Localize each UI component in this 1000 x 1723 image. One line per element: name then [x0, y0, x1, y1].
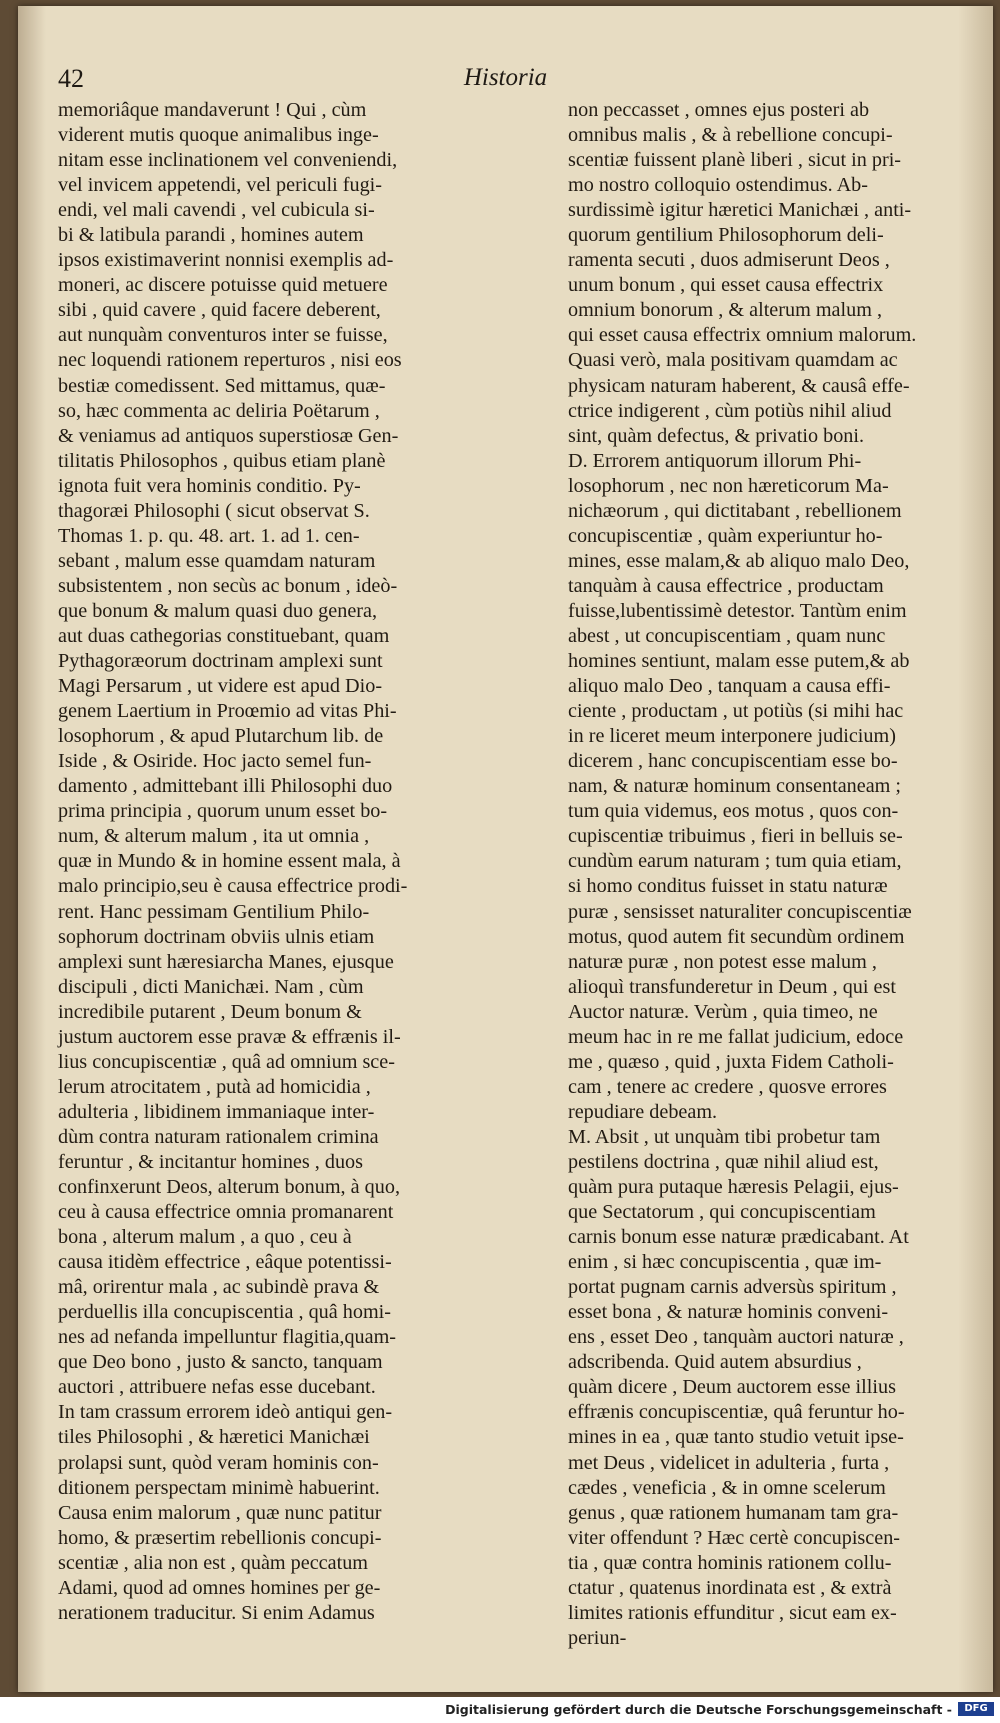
- text-line: motus, quod autem fit secundùm ordinem: [568, 925, 905, 948]
- text-line: tanquàm à causa effectrice , productam: [568, 574, 884, 597]
- text-line: amplexi sunt hæresiarcha Manes, ejusque: [58, 950, 394, 973]
- text-line: nam, & naturæ hominum consentaneam ;: [568, 775, 902, 798]
- text-line: met Deus , videlicet in adulteria , furta ,: [568, 1451, 890, 1474]
- text-line: tilitatis Philosophos , quibus etiam planè: [58, 449, 386, 472]
- page-number: 42: [58, 64, 84, 93]
- text-line: thagoræi Philosophi ( sicut observat S.: [58, 499, 370, 522]
- text-line: quàm dicere , Deum auctorem esse illius: [568, 1376, 896, 1399]
- text-line: que Deo bono , justo & sancto, tanquam: [58, 1351, 383, 1374]
- text-line: que Sectatorum , qui concupiscentiam: [568, 1201, 876, 1224]
- text-line: cundùm earum naturam ; tum quia etiam,: [568, 850, 902, 873]
- text-line: dicerem , hanc concupiscentiam esse bo-: [568, 750, 898, 773]
- text-line: ignota fuit vera hominis conditio. Py-: [58, 474, 361, 497]
- text-line: effrænis concupiscentiæ, quâ feruntur ho-: [568, 1401, 905, 1424]
- text-line: justum auctorem esse pravæ & effrænis il-: [58, 1025, 401, 1048]
- text-line: vel invicem appetendi, vel periculi fugi-: [58, 174, 383, 197]
- text-line: concupiscentiæ , quàm experiuntur ho-: [568, 524, 883, 547]
- text-line: malo principio,seu è causa effectrice prodi-: [58, 875, 408, 898]
- dfg-logo: DFG: [958, 1702, 994, 1716]
- text-line: & veniamus ad antiquos superstiosæ Gen-: [58, 424, 399, 447]
- text-line: omnium bonorum , & alterum malum ,: [568, 299, 882, 322]
- text-line: viter offendunt ? Hæc certè concupiscen-: [568, 1526, 901, 1549]
- text-line: tiles Philosophi , & hæretici Manichæi: [58, 1426, 370, 1449]
- text-line: cupiscentiæ tribuimus , fieri in belluis se-: [568, 825, 903, 848]
- text-line: bi & latibula parandi , homines autem: [58, 224, 364, 247]
- text-line: mâ, orirentur mala , ac subindè prava &: [58, 1276, 380, 1299]
- text-line: me , quæso , quid , juxta Fidem Catholi-: [568, 1050, 894, 1073]
- text-line: endi, vel mali cavendi , vel cubicula si-: [58, 199, 375, 222]
- text-line: quàm pura putaque hæresis Pelagii, ejus-: [568, 1176, 899, 1199]
- text-line: Quasi verò, mala positivam quamdam ac: [568, 349, 898, 372]
- text-line: aut duas cathegorias constituebant, quam: [58, 624, 390, 647]
- text-line: ctatur , quatenus inordinata est , & extrà: [568, 1576, 892, 1599]
- text-line: ramenta secuti , duos admiserunt Deos ,: [568, 249, 890, 272]
- text-line: puræ , sensisset naturaliter concupiscentiæ: [568, 900, 912, 923]
- left-text-column: [58, 98, 558, 1626]
- text-line: repudiare debeam.: [568, 1100, 718, 1123]
- text-line: homo, & præsertim rebellionis concupi-: [58, 1526, 382, 1549]
- text-line: M. Absit , ut unquàm tibi probetur tam: [568, 1125, 881, 1148]
- text-line: cædes , veneficia , & in omne scelerum: [568, 1476, 886, 1499]
- text-line: genem Laertium in Proœmio ad vitas Phi-: [58, 700, 397, 723]
- text-line: nerationem traducitur. Si enim Adamus: [58, 1601, 375, 1624]
- text-line: alioquì transfunderetur in Deum , qui est: [568, 975, 896, 998]
- page-header: [18, 58, 993, 92]
- text-line: sebant , malum esse quamdam naturam: [58, 549, 376, 572]
- text-line: mo nostro colloquio ostendimus. Ab-: [568, 174, 869, 197]
- text-line: so, hæc commenta ac deliria Poëtarum ,: [58, 399, 380, 422]
- text-line: abest , ut concupiscentiam , quam nunc: [568, 624, 886, 647]
- text-line: discipuli , dicti Manichæi. Nam , cùm: [58, 975, 364, 998]
- text-line: aut nunquàm conventuros inter se fuisse,: [58, 324, 388, 347]
- book-page: [18, 6, 993, 1692]
- text-line: carnis bonum esse naturæ prædicabant. At: [568, 1226, 909, 1249]
- text-line: auctori , attribuere nefas esse ducebant.: [58, 1376, 376, 1399]
- text-line: Auctor naturæ. Verùm , quia timeo, ne: [568, 1000, 878, 1023]
- text-line: quæ in Mundo & in homine essent mala, à: [58, 850, 401, 873]
- text-line: Iside , & Osiride. Hoc jacto semel fun-: [58, 750, 372, 773]
- text-line: ens , esset Deo , tanquàm auctori naturæ ,: [568, 1326, 904, 1349]
- text-line: naturæ puræ , non potest esse malum ,: [568, 950, 877, 973]
- text-line: sophorum doctrinam obviis ulnis etiam: [58, 925, 375, 948]
- text-line: adscribenda. Quid autem absurdius ,: [568, 1351, 862, 1374]
- text-line: omnibus malis , & à rebellione concupi-: [568, 124, 893, 147]
- text-line: causa itidèm effectrice , eâque potentissi-: [58, 1251, 392, 1274]
- digitization-footer: [0, 1697, 1000, 1723]
- text-line: fuisse,lubentissimè detestor. Tantùm enim: [568, 599, 907, 622]
- text-line: Thomas 1. p. qu. 48. art. 1. ad 1. cen-: [58, 524, 360, 547]
- text-line: nichæorum , qui dictitabant , rebellionem: [568, 499, 902, 522]
- running-head: Historia: [463, 64, 548, 91]
- text-line: rent. Hanc pessimam Gentilium Philo-: [58, 900, 370, 923]
- text-line: memoriâque mandaverunt ! Qui , cùm: [58, 99, 367, 121]
- text-line: in re liceret meum interponere judicium): [568, 725, 896, 748]
- text-line: D. Errorem antiquorum illorum Phi-: [568, 449, 862, 472]
- text-line: nitam esse inclinationem vel conveniendi,: [58, 149, 398, 172]
- text-line: ciente , productam , ut potiùs (si mihi hac: [568, 700, 904, 723]
- text-line: confinxerunt Deos, alterum bonum, à quo,: [58, 1176, 400, 1199]
- text-line: quorum gentilium Philosophorum deli-: [568, 224, 884, 247]
- text-line: incredibile putarent , Deum bonum &: [58, 1000, 362, 1023]
- text-line: prima principia , quorum unum esset bo-: [58, 800, 388, 823]
- text-line: ditionem perspectam minimè habuerint.: [58, 1476, 380, 1499]
- text-line: portat pugnam carnis adversùs spiritum ,: [568, 1276, 897, 1299]
- text-line: scentiæ fuissent planè liberi , sicut in pri-: [568, 149, 902, 172]
- text-line: sibi , quid cavere , quid facere deberent,: [58, 299, 381, 322]
- text-line: mines in ea , quæ tanto studio vetuit ipse-: [568, 1426, 904, 1449]
- text-line: losophorum , & apud Plutarchum lib. de: [58, 725, 384, 748]
- text-line: physicam naturam haberent, & causâ effe-: [568, 374, 910, 397]
- text-line: cam , tenere ac credere , quosve errores: [568, 1075, 887, 1098]
- text-line: genus , quæ rationem humanam tam gra-: [568, 1501, 899, 1524]
- text-line: surdissimè igitur hæretici Manichæi , anti-: [568, 199, 912, 222]
- text-line: num, & alterum malum , ita ut omnia ,: [58, 825, 370, 848]
- text-line: prolapsi sunt, quòd veram hominis con-: [58, 1451, 379, 1474]
- text-line: qui esset causa effectrix omnium malorum.: [568, 324, 917, 347]
- text-line: bestiæ comedissent. Sed mittamus, quæ-: [58, 374, 386, 397]
- text-line: dùm contra naturam rationalem crimina: [58, 1125, 379, 1148]
- text-line: ceu à causa effectrice omnia promanarent: [58, 1201, 394, 1224]
- text-line: mines, esse malam,& ab aliquo malo Deo,: [568, 549, 910, 572]
- text-line: limites rationis effunditur , sicut eam ex-: [568, 1601, 897, 1624]
- text-line: tia , quæ contra hominis rationem collu-: [568, 1551, 892, 1574]
- text-line: lius concupiscentiæ , quâ ad omnium sce-: [58, 1050, 395, 1073]
- text-line: moneri, ac discere potuisse quid metuere: [58, 274, 388, 297]
- text-line: sint, quàm defectus, & privatio boni.: [568, 424, 865, 447]
- right-text-column: [568, 98, 983, 1651]
- text-line: In tam crassum errorem ideò antiqui gen-: [58, 1401, 393, 1424]
- text-line: meum hac in re me fallat judicium, edoce: [568, 1025, 904, 1048]
- text-line: feruntur , & incitantur homines , duos: [58, 1150, 364, 1173]
- text-line: enim , si hæc concupiscentia , quæ im-: [568, 1251, 882, 1274]
- text-line: losophorum , nec non hæreticorum Ma-: [568, 474, 889, 497]
- text-line: aliquo malo Deo , tanquam a causa effi-: [568, 675, 891, 698]
- text-line: non peccasset , omnes ejus posteri ab: [568, 99, 870, 121]
- text-line: si homo conditus fuisset in statu naturæ: [568, 875, 888, 898]
- text-line: nes ad nefanda impelluntur flagitia,quam-: [58, 1326, 397, 1349]
- text-line: subsistentem , non secùs ac bonum , ideò-: [58, 574, 398, 597]
- text-line: que bonum & malum quasi duo genera,: [58, 599, 378, 622]
- text-line: Pythagoræorum doctrinam amplexi sunt: [58, 650, 383, 673]
- text-line: scentiæ , alia non est , quàm peccatum: [58, 1551, 369, 1574]
- text-line: nec loquendi rationem reperturos , nisi eos: [58, 349, 402, 372]
- text-line: tum quia videmus, eos motus , quos con-: [568, 800, 899, 823]
- text-line: damento , admittebant illi Philosophi duo: [58, 775, 393, 798]
- text-line: Adami, quod ad omnes homines per ge-: [58, 1576, 381, 1599]
- text-line: homines sentiunt, malam esse putem,& ab: [568, 650, 910, 673]
- text-line: viderent mutis quoque animalibus inge-: [58, 124, 379, 147]
- text-line: esset bona , & naturæ hominis conveni-: [568, 1301, 889, 1324]
- text-line: adulteria , libidinem immaniaque inter-: [58, 1100, 375, 1123]
- text-line: pestilens doctrina , quæ nihil aliud est,: [568, 1150, 879, 1173]
- text-line: bona , alterum malum , a quo , ceu à: [58, 1226, 352, 1249]
- text-line: Magi Persarum , ut videre est apud Dio-: [58, 675, 383, 698]
- text-line: lerum atrocitatem , putà ad homicidia ,: [58, 1075, 371, 1098]
- text-line: Causa enim malorum , quæ nunc patitur: [58, 1501, 382, 1524]
- text-line: ipsos existimaverint nonnisi exemplis ad-: [58, 249, 394, 272]
- footer-credit: Digitalisierung gefördert durch die Deutsche Forschungsgemeinschaft -: [445, 1702, 952, 1717]
- text-line: periun-: [568, 1626, 627, 1649]
- text-line: perduellis illa concupiscentia , quâ homi-: [58, 1301, 391, 1324]
- text-line: ctrice indigerent , cùm potiùs nihil aliud: [568, 399, 892, 422]
- text-line: unum bonum , qui esset causa effectrix: [568, 274, 884, 297]
